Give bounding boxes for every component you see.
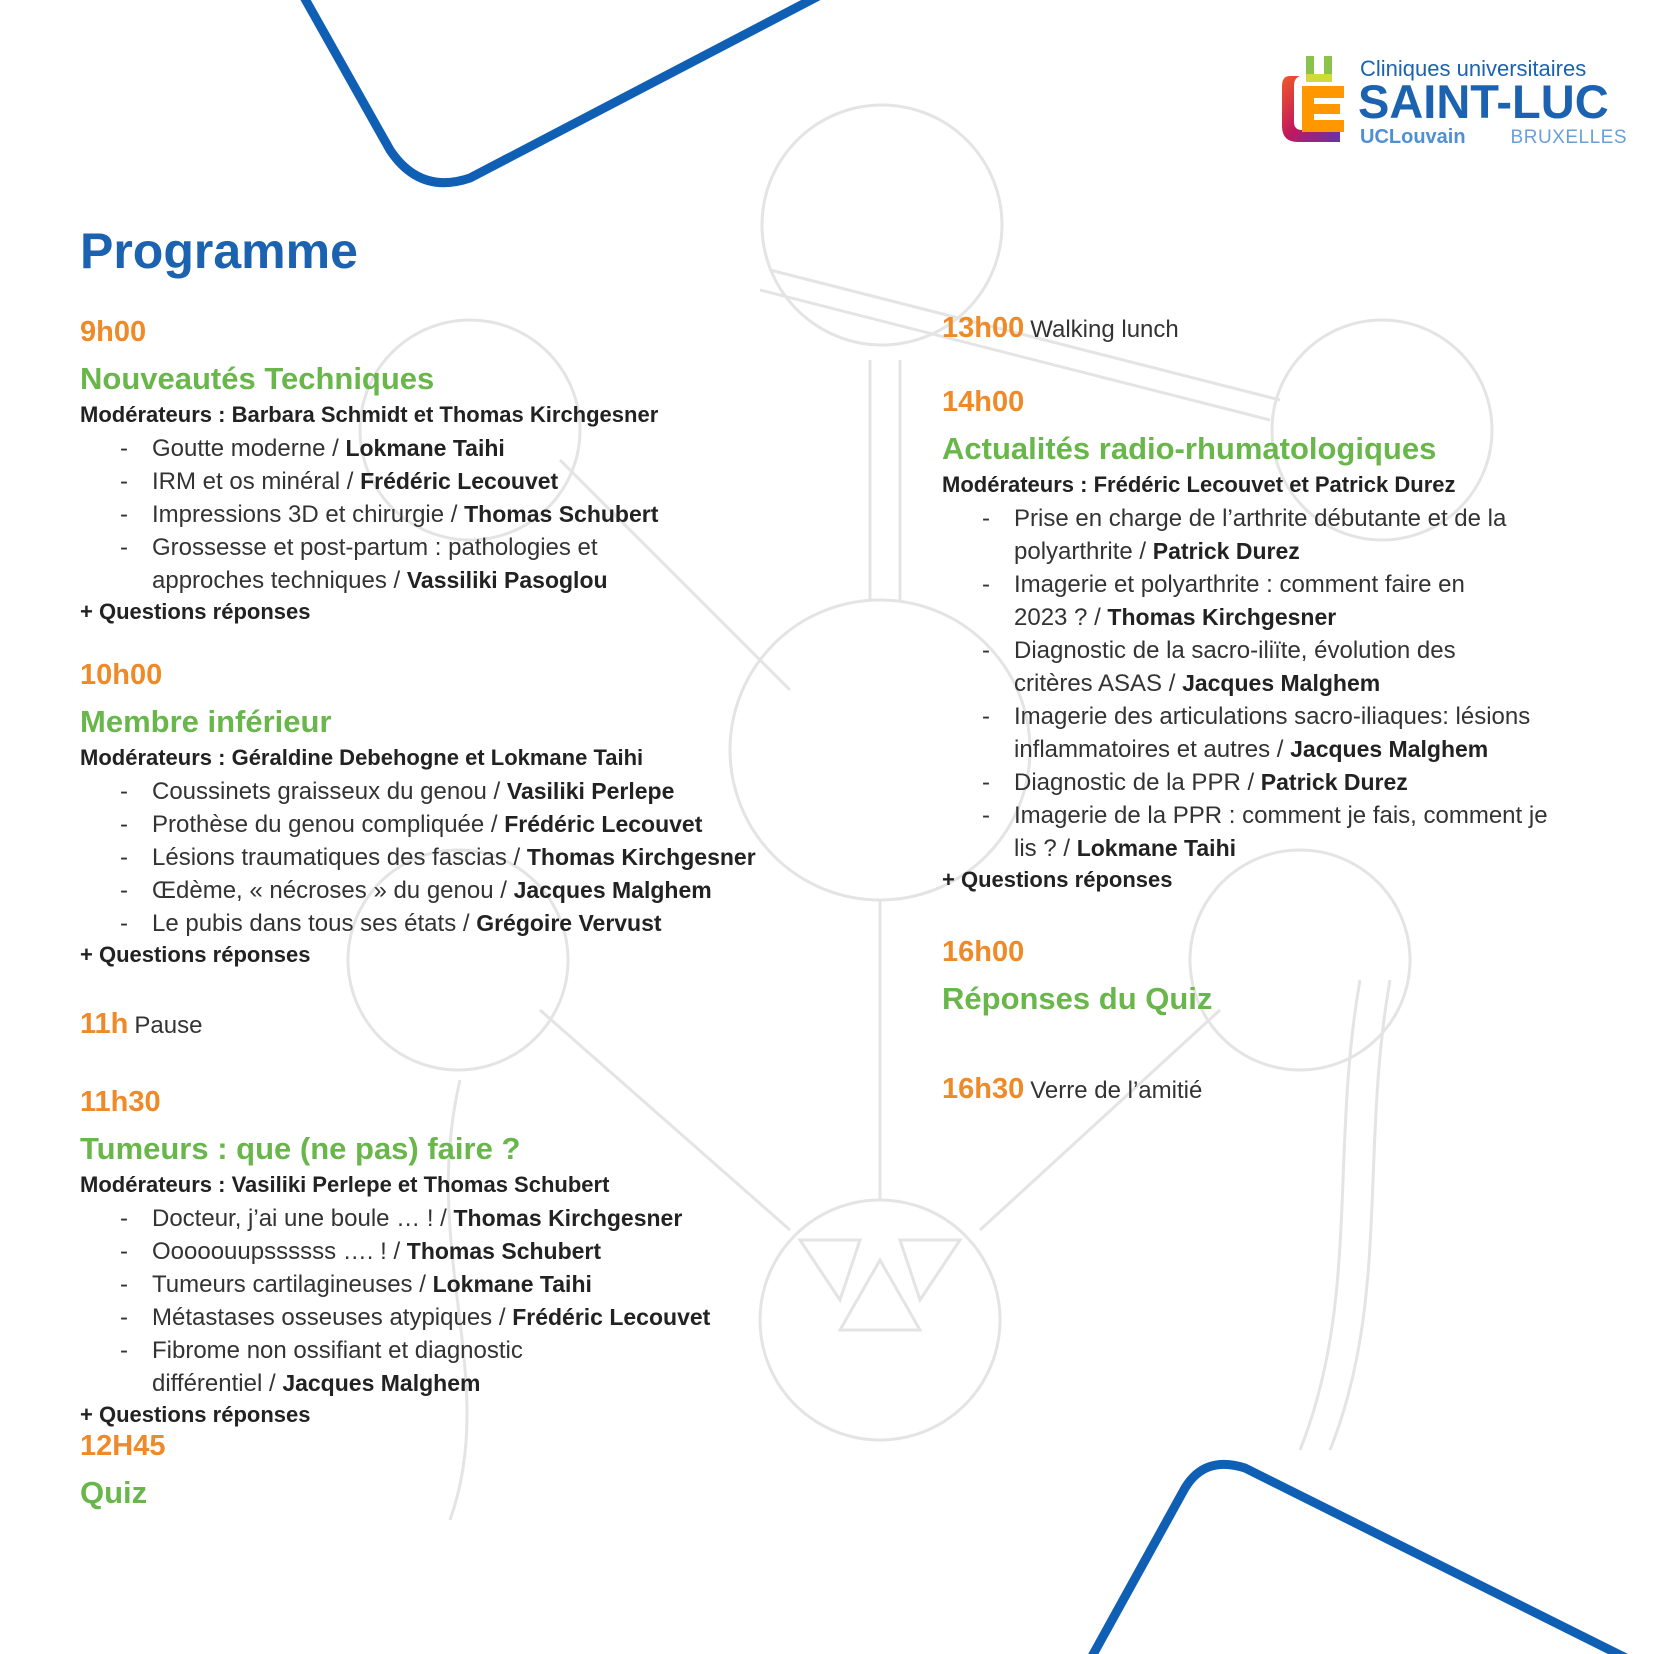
talk-topic: Ooooouupssssss …. ! / [152, 1238, 407, 1265]
session-quiz-answers [942, 932, 1632, 1020]
talk-item [120, 1202, 820, 1235]
session-moderators: Modérateurs : Géraldine Debehogne et Lokmane Taihi [80, 745, 644, 770]
talk-topic: Imagerie des articulations sacro-iliaques: lésions inflammatoires et autres / [1014, 703, 1531, 763]
talk-item [120, 1268, 820, 1301]
talk-item [120, 432, 820, 465]
saint-luc-logo-mark-icon [1282, 56, 1346, 146]
talk-item [982, 568, 1524, 634]
session-time: 11h30 [80, 1086, 161, 1118]
session-time: 10h00 [80, 659, 163, 691]
talk-speaker: Jacques Malghem [1290, 736, 1489, 762]
session-tumeurs [80, 1082, 820, 1430]
questions-answers: + Questions réponses [80, 1402, 311, 1427]
session-title: Réponses du Quiz [942, 981, 1213, 1016]
talk-speaker: Thomas Schubert [406, 1238, 602, 1264]
talk-speaker: Frédéric Lecouvet [512, 1304, 711, 1330]
session-techniques [80, 312, 820, 627]
talk-topic: Lésions traumatiques des fascias / [152, 844, 527, 871]
logo-line3a: UCLouvain [1360, 126, 1466, 148]
talk-item [120, 498, 820, 531]
talk-topic: Impressions 3D et chirurgie / [152, 501, 465, 528]
talk-item [120, 531, 672, 597]
session-membre-inferieur [80, 655, 820, 970]
talk-item [982, 502, 1572, 568]
talk-list [80, 1202, 820, 1400]
talk-speaker: Thomas Schubert [464, 501, 659, 527]
session-time: 16h00 [942, 936, 1025, 968]
talk-item [120, 874, 820, 907]
session-quiz [80, 1426, 820, 1514]
talk-item [982, 634, 1534, 700]
drink-time: 16h30 [942, 1073, 1025, 1105]
drink-row [942, 1073, 1632, 1106]
saint-luc-logo [1282, 52, 1627, 152]
session-moderators: Modérateurs : Barbara Schmidt et Thomas Kirchgesner [80, 402, 659, 427]
talk-list [80, 775, 820, 940]
talk-speaker: Thomas Kirchgesner [1107, 604, 1337, 630]
talk-topic: Diagnostic de la PPR / [1014, 769, 1261, 796]
session-time: 9h00 [80, 316, 147, 348]
talk-speaker: Vassiliki Pasoglou [406, 567, 608, 593]
session-title: Quiz [80, 1475, 148, 1510]
logo-line1: Cliniques universitaires [1360, 56, 1587, 81]
talk-item [982, 766, 1572, 799]
lunch-time: 13h00 [942, 312, 1025, 344]
talk-speaker: Lokmane Taihi [345, 435, 505, 461]
talk-speaker: Frédéric Lecouvet [360, 468, 559, 494]
talk-item [120, 1334, 592, 1400]
talk-item [120, 1235, 820, 1268]
talk-topic: Grossesse et post-partum : pathologies et approches techniques / [152, 534, 598, 594]
talk-topic: Diagnostic de la sacro-iliïte, évolution des critères ASAS / [1014, 637, 1456, 697]
talk-speaker: Jacques Malghem [1182, 670, 1381, 696]
talk-speaker: Lokmane Taihi [432, 1271, 592, 1297]
session-title: Nouveautés Techniques [80, 361, 435, 396]
talk-speaker: Patrick Durez [1260, 769, 1408, 795]
talk-item [120, 808, 820, 841]
talk-speaker: Thomas Kirchgesner [453, 1205, 683, 1231]
talk-speaker: Jacques Malghem [282, 1370, 481, 1396]
talk-topic: Tumeurs cartilagineuses / [152, 1271, 433, 1298]
talk-item [120, 465, 820, 498]
talk-speaker: Lokmane Taihi [1076, 835, 1237, 861]
talk-topic: Prise en charge de l’arthrite débutante et de la polyarthrite / [1014, 505, 1507, 565]
pause-row [80, 1008, 820, 1041]
session-moderators: Modérateurs : Vasiliki Perlepe et Thomas Schubert [80, 1172, 610, 1197]
talk-topic: Métastases osseuses atypiques / [152, 1304, 513, 1331]
questions-answers: + Questions réponses [942, 867, 1173, 892]
session-title: Tumeurs : que (ne pas) faire ? [80, 1131, 521, 1166]
talk-item [120, 1301, 820, 1334]
talk-item [120, 775, 820, 808]
logo-line3b: BRUXELLES [1510, 127, 1627, 148]
lunch-label: Walking lunch [1030, 316, 1179, 343]
logo-line2: SAINT-LUC [1358, 75, 1609, 128]
pause-label: Pause [134, 1012, 203, 1039]
talk-topic: Coussinets graisseux du genou / [152, 778, 507, 805]
talk-topic: Docteur, j’ai une boule … ! / [152, 1205, 454, 1232]
session-title: Membre inférieur [80, 704, 332, 739]
session-time: 14h00 [942, 386, 1025, 418]
page-title: Programme [80, 223, 358, 279]
session-moderators: Modérateurs : Frédéric Lecouvet et Patrick Durez [942, 472, 1456, 497]
talk-topic: Prothèse du genou compliquée / [152, 811, 505, 838]
session-radio-rhumato [942, 382, 1632, 895]
talk-speaker: Vasiliki Perlepe [506, 778, 675, 804]
talk-speaker: Jacques Malghem [513, 877, 712, 903]
talk-item [982, 799, 1559, 865]
talk-speaker: Grégoire Vervust [476, 910, 662, 936]
talk-speaker: Thomas Kirchgesner [526, 844, 756, 870]
talk-item [120, 841, 820, 874]
session-title: Actualités radio-rhumatologiques [942, 431, 1437, 466]
talk-topic: Imagerie de la PPR : comment je fais, comment je lis ? / [1014, 802, 1548, 862]
talk-item [982, 700, 1572, 766]
pause-time: 11h [80, 1008, 129, 1040]
session-time: 12H45 [80, 1430, 166, 1462]
talk-topic: Goutte moderne / [152, 435, 346, 462]
talk-topic: IRM et os minéral / [152, 468, 361, 495]
questions-answers: + Questions réponses [80, 942, 311, 967]
lunch-row [942, 312, 1632, 345]
talk-list [80, 432, 820, 597]
talk-speaker: Frédéric Lecouvet [504, 811, 703, 837]
talk-topic: Imagerie et polyarthrite : comment faire en 2023 ? / [1014, 571, 1465, 631]
talk-topic: Le pubis dans tous ses états / [152, 910, 477, 937]
talk-speaker: Patrick Durez [1152, 538, 1300, 564]
talk-list [942, 502, 1572, 865]
drink-label: Verre de l’amitié [1030, 1077, 1203, 1104]
talk-topic: Fibrome non ossifiant et diagnostic différentiel / [152, 1337, 523, 1397]
questions-answers: + Questions réponses [80, 599, 311, 624]
talk-topic: Œdème, « nécroses » du genou / [152, 877, 514, 904]
talk-item [120, 907, 820, 940]
